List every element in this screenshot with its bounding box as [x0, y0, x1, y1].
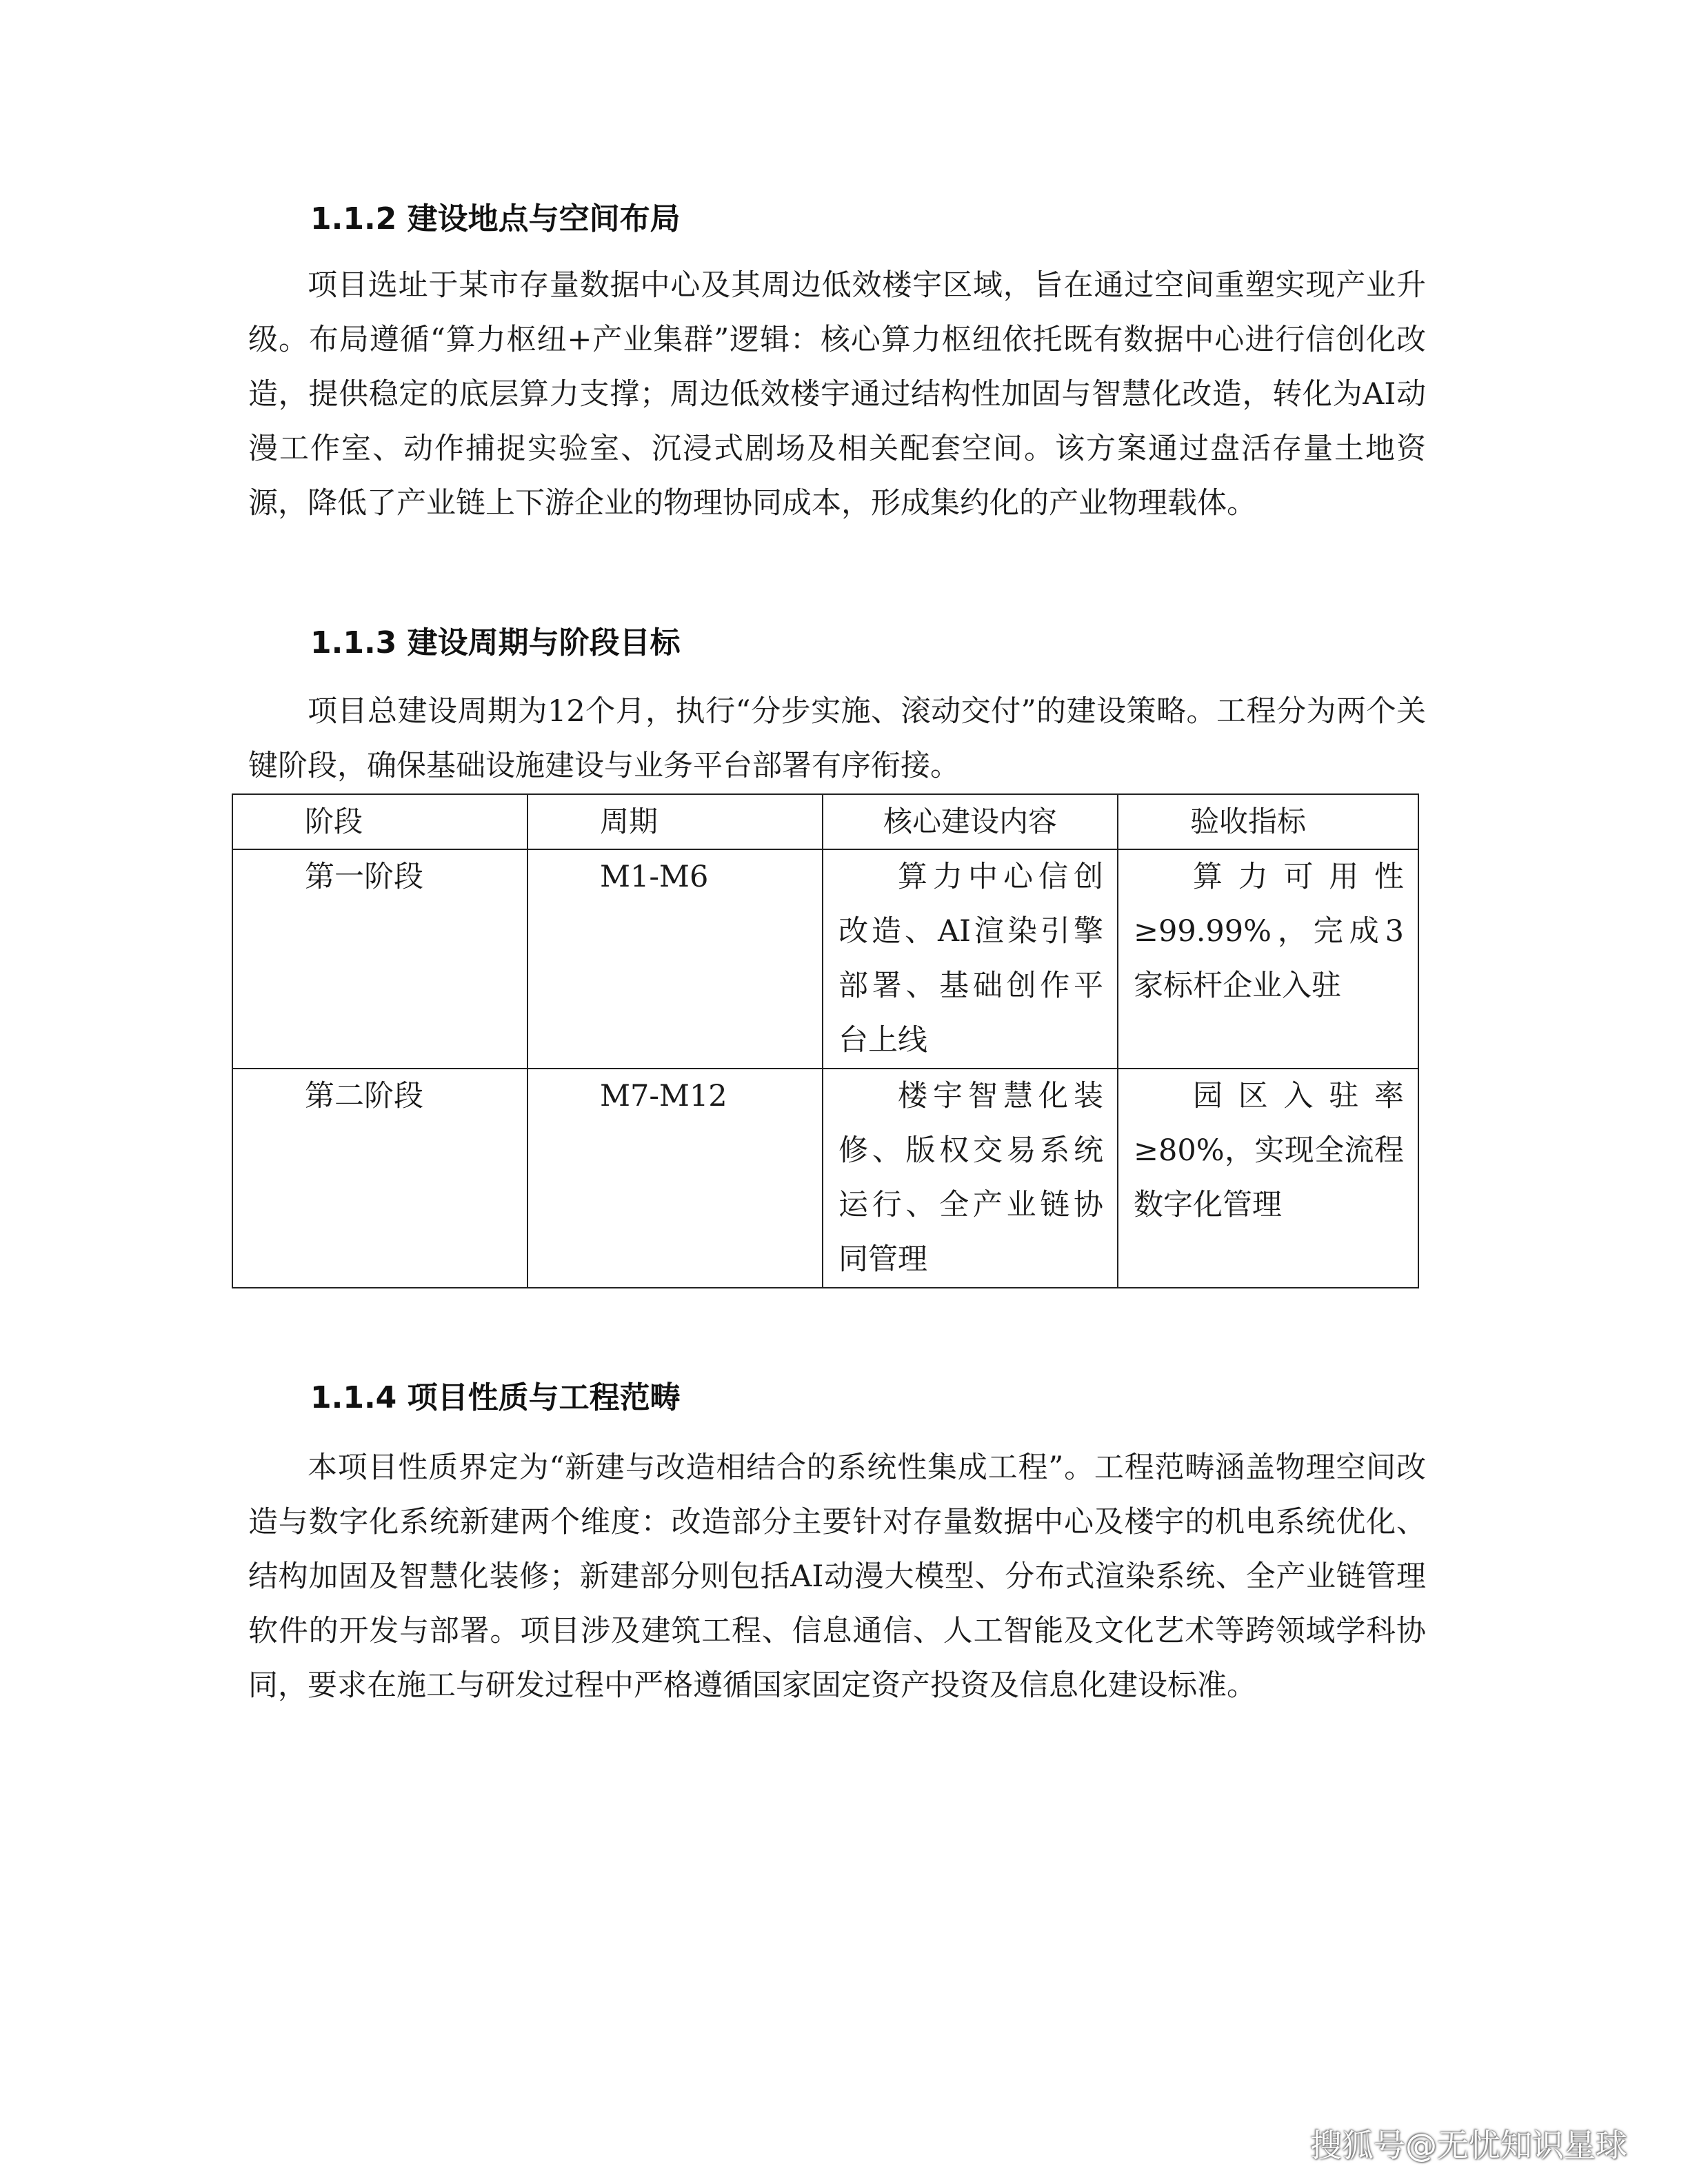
table-cell-content: 楼宇智慧化装修、版权交易系统运行、全产业链协同管理 — [823, 1069, 1118, 1288]
table-header-metric: 验收指标 — [1118, 794, 1418, 849]
section-heading-1-1-2: 1.1.2 建设地点与空间布局 — [310, 201, 681, 236]
table-cell-metric: 算力可用性≥99.99%，完成3家标杆企业入驻 — [1118, 849, 1418, 1069]
table-cell-content: 算力中心信创改造、AI渲染引擎部署、基础创作平台上线 — [823, 849, 1118, 1069]
stage-table — [232, 793, 1419, 1288]
section-heading-1-1-4: 1.1.4 项目性质与工程范畴 — [310, 1380, 681, 1415]
table-header-content: 核心建设内容 — [823, 794, 1118, 849]
table-header-stage: 阶段 — [232, 794, 528, 849]
table-cell-period: M7-M12 — [528, 1069, 823, 1288]
watermark: 搜狐号@无忧知识星球 — [1310, 2127, 1627, 2164]
table-cell-stage: 第二阶段 — [232, 1069, 528, 1288]
table-cell-metric: 园区入驻率≥80%，实现全流程数字化管理 — [1118, 1069, 1418, 1288]
table-header-row — [232, 794, 1418, 849]
table-cell-period: M1-M6 — [528, 849, 823, 1069]
table-row — [232, 1069, 1418, 1288]
section-paragraph-1-1-2: 项目选址于某市存量数据中心及其周边低效楼宇区域，旨在通过空间重塑实现产业升级。布局遵循“算力枢纽+产业集群”逻辑：核心算力枢纽依托既有数据中心进行信创化改造，提供稳定的底层算力支撑；周边低效楼宇通过结构性加固与智慧化改造，转化为AI动漫工作室、动作捕捉实验室、沉浸式剧场及相关配套空间。该方案通过盘活存量土地资源，降低了产业链上下游企业的物理协同成本，形成集约化的产业物理载体。 — [248, 268, 1426, 520]
table-row — [232, 849, 1418, 1069]
section-paragraph-1-1-4: 本项目性质界定为“新建与改造相结合的系统性集成工程”。工程范畴涵盖物理空间改造与数字化系统新建两个维度：改造部分主要针对存量数据中心及楼宇的机电系统优化、结构加固及智慧化装修；新建部分则包括AI动漫大模型、分布式渲染系统、全产业链管理软件的开发与部署。项目涉及建筑工程、信息通信、人工智能及文化艺术等跨领域学科协同，要求在施工与研发过程中严格遵循国家固定资产投资及信息化建设标准。 — [248, 1450, 1426, 1703]
table-cell-stage: 第一阶段 — [232, 849, 528, 1069]
section-paragraph-1-1-3: 项目总建设周期为12个月，执行“分步实施、滚动交付”的建设策略。工程分为两个关键阶段，确保基础设施建设与业务平台部署有序衔接。 — [248, 694, 1426, 783]
section-heading-1-1-3: 1.1.3 建设周期与阶段目标 — [310, 625, 681, 660]
table-header-period: 周期 — [528, 794, 823, 849]
